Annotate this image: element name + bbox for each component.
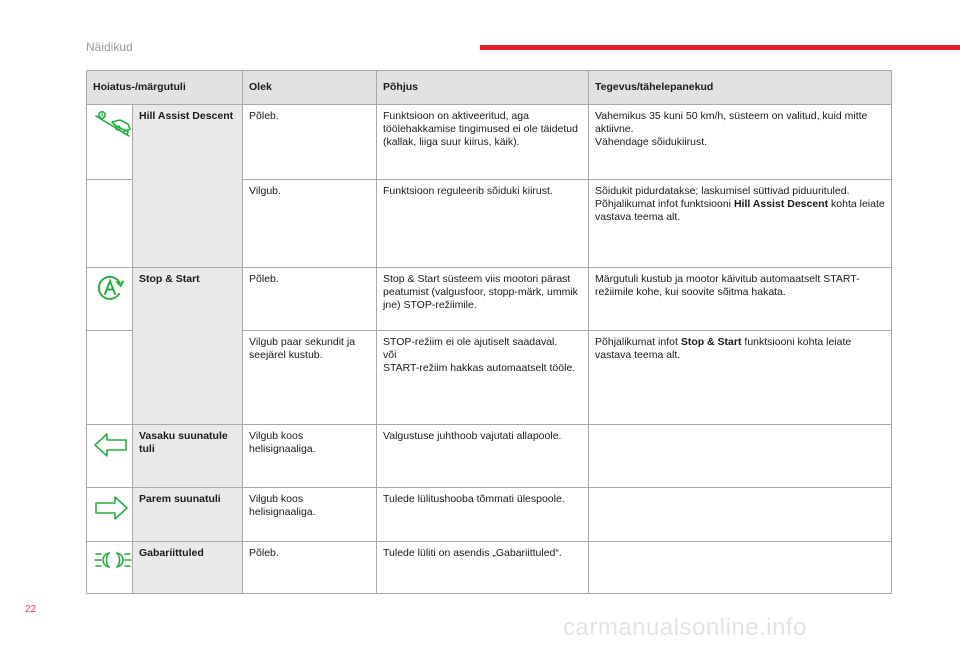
- lamp-name: Hill Assist Descent: [133, 105, 243, 268]
- cause-cell: Funktsioon reguleerib sõiduki kiirust.: [377, 180, 589, 268]
- right-turn-icon-cell: [87, 488, 133, 542]
- svg-text:A: A: [100, 113, 104, 119]
- lamp-name: Gabariittuled: [133, 542, 243, 594]
- table-row: [87, 488, 892, 542]
- action-cell: [589, 425, 892, 488]
- table-row: [87, 268, 892, 331]
- state-cell: Vilgub koos helisignaaliga.: [243, 488, 377, 542]
- action-text-bold: Hill Assist Descent: [733, 197, 829, 210]
- page-number: 22: [25, 604, 37, 615]
- left-turn-icon-cell: [87, 425, 133, 488]
- action-cell: Märgutuli kustub ja mootor käivitub automaatselt START-režiimile kohe, kui soovite sõitma hakata.: [589, 268, 892, 331]
- empty-icon-cell: [87, 331, 133, 425]
- sidelights-icon-cell: [87, 542, 133, 594]
- state-cell: Põleb.: [243, 105, 377, 180]
- action-cell: [589, 542, 892, 594]
- action-cell: [589, 488, 892, 542]
- cause-cell: Stop & Start süsteem viis mootori pärast peatumist (valgusfoor, stopp-märk, ummik jne) STOP-režiimile.: [377, 268, 589, 331]
- action-cell: [589, 331, 892, 425]
- header-accent-bar: [480, 45, 960, 50]
- action-cell: [589, 180, 892, 268]
- lamp-name: Stop & Start: [133, 268, 243, 425]
- sidelights-icon: [93, 547, 133, 573]
- stop-start-icon-cell: [87, 268, 133, 331]
- action-text: kohta leiate vastava teema alt.: [595, 197, 885, 223]
- action-text: Sõidukit pidurdatakse; laskumisel süttivad piduurituled. Põhjalikumat infot funktsiooni: [595, 185, 850, 210]
- hill-assist-descent-icon: [93, 110, 137, 140]
- section-title: Näidikud: [86, 40, 133, 54]
- lamp-name: Vasaku suunatule tuli: [133, 425, 243, 488]
- state-cell: Põleb.: [243, 268, 377, 331]
- cause-cell: Tulede lülitushooba tõmmati ülespoole.: [377, 488, 589, 542]
- state-cell: Vilgub.: [243, 180, 377, 268]
- warning-lights-table: [86, 70, 892, 594]
- cause-cell: Valgustuse juhthoob vajutati allapoole.: [377, 425, 589, 488]
- action-text: Põhjalikumat infot: [595, 336, 681, 348]
- left-turn-signal-icon: [93, 430, 129, 460]
- action-text-bold: Stop & Start: [680, 336, 742, 348]
- hill-assist-icon-cell: [87, 105, 133, 180]
- empty-icon-cell: [87, 180, 133, 268]
- state-cell: Põleb.: [243, 542, 377, 594]
- column-header-state: Olek: [243, 71, 377, 105]
- state-cell: Vilgub koos helisignaaliga.: [243, 425, 377, 488]
- table-row: [87, 542, 892, 594]
- action-cell: Vahemikus 35 kuni 50 km/h, süsteem on valitud, kuid mitte aktiivne. Vähendage sõidukiirust.: [589, 105, 892, 180]
- cause-cell: STOP-režiim ei ole ajutiselt saadaval. või START-režiim hakkas automaatselt tööle.: [377, 331, 589, 425]
- table-header-row: [87, 71, 892, 105]
- cause-cell: Tulede lüliti on asendis „Gabariittuled“.: [377, 542, 589, 594]
- table-row: [87, 105, 892, 180]
- table-row: [87, 425, 892, 488]
- column-header-lamp: Hoiatus-/märgutuli: [87, 71, 243, 105]
- stop-start-icon: [95, 273, 125, 303]
- cause-cell: Funktsioon on aktiveeritud, aga töölehakkamise tingimused ei ole täidetud (kallak, liiga suur kiirus, käik).: [377, 105, 589, 180]
- action-text: funktsiooni kohta leiate vastava teema alt.: [595, 336, 852, 361]
- watermark: carmanualsonline.info: [563, 614, 807, 641]
- right-turn-signal-icon: [93, 493, 129, 523]
- state-cell: Vilgub paar sekundit ja seejärel kustub.: [243, 331, 377, 425]
- column-header-action: Tegevus/tähelepanekud: [589, 71, 892, 105]
- column-header-cause: Põhjus: [377, 71, 589, 105]
- lamp-name: Parem suunatuli: [133, 488, 243, 542]
